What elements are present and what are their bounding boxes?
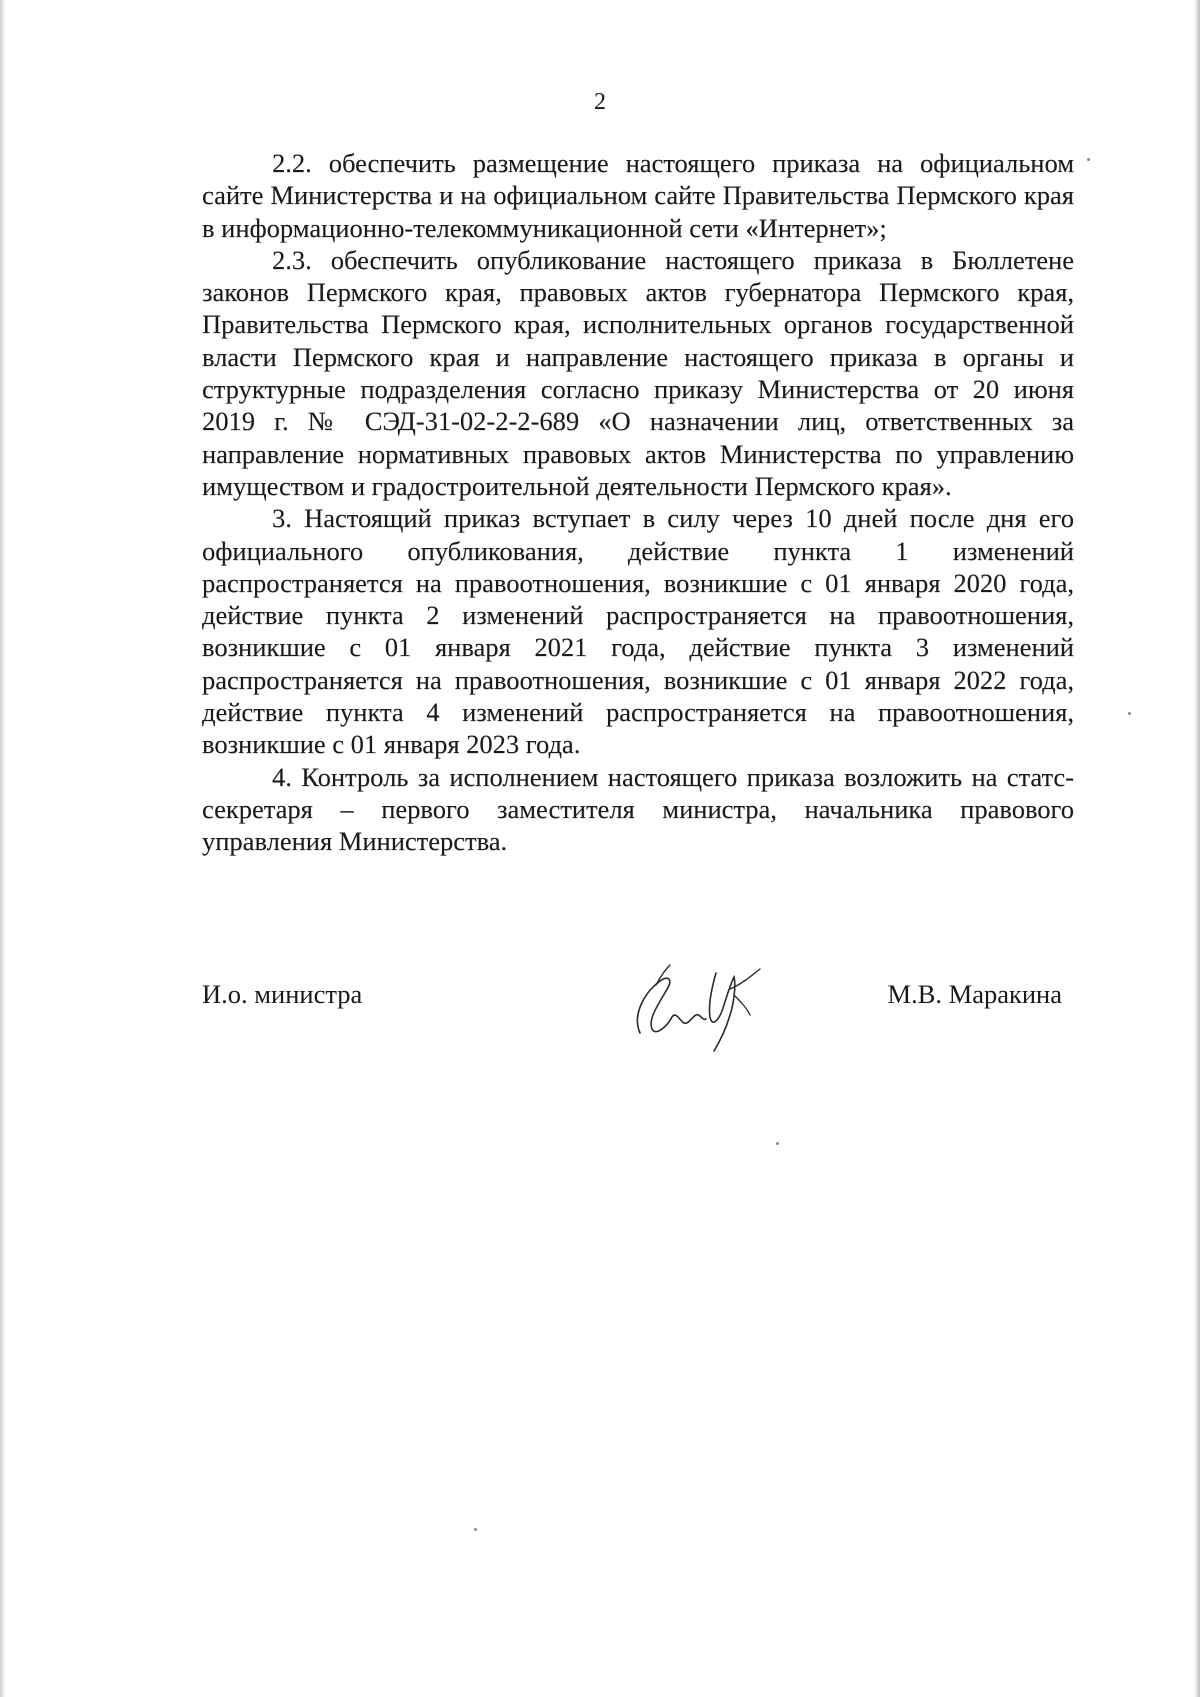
scan-left-edge (0, 0, 6, 1697)
scan-speck (1087, 158, 1090, 161)
paragraph-3: 3. Настоящий приказ вступает в силу через 10 дней после дня его официального опубликования, действие пункта 1 изменений распространяется на правоотношения, возникшие с 01 января 2020 года, действие пункта 2 изменений распространяется на правоотношения, возникшие с 01 января 2021 года, действие пункта 3 изменений распространяется на правоотношения, возникшие с 01 января 2022 года, действие пункта 4 изменений распространяется на правоотношения, возникшие с 01 января 2023 года. (202, 503, 1074, 760)
scan-speck (1128, 712, 1131, 715)
scan-speck (474, 1528, 477, 1531)
signature-block (202, 955, 1074, 1075)
handwritten-signature (622, 955, 772, 1055)
paragraph-2-3: 2.3. обеспечить опубликование настоящего приказа в Бюллетене законов Пермского края, правовых актов губернатора Пермского края, Правительства Пермского края, исполнительных органов государственной власти Пермского края и направление настоящего приказа в органы и структурные подразделения согласно приказу Министерства от 20 июня 2019 г. № СЭД-31-02-2-2-689 «О назначении лиц, ответственных за направление нормативных правовых актов Министерства по управлению имуществом и градостроительной деятельности Пермского края». (202, 244, 1074, 501)
page-number: 2 (594, 89, 606, 115)
signer-name: М.В. Маракина (887, 979, 1062, 1009)
scan-right-edge (1194, 0, 1200, 1697)
document-body (202, 147, 1074, 858)
paragraph-2-2: 2.2. обеспечить размещение настоящего приказа на официальном сайте Министерства и на официальном сайте Правительства Пермского края в информационно-телекоммуникационной сети «Интернет»; (202, 148, 1074, 243)
paragraph-4: 4. Контроль за исполнением настоящего приказа возложить на статс-секретаря – первого заместителя министра, начальника правового управления Министерства. (202, 761, 1074, 857)
signer-position: И.о. министра (202, 979, 363, 1009)
scan-speck (776, 1142, 779, 1145)
